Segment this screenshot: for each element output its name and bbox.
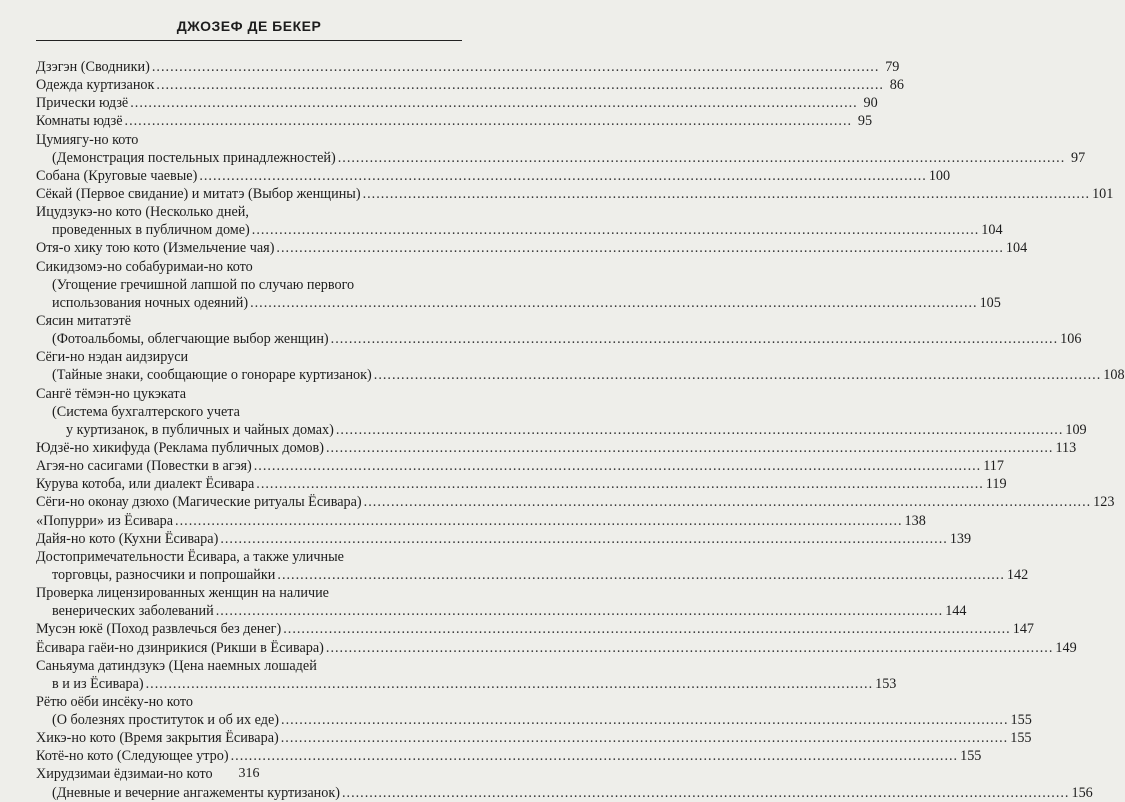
dot-leader: ................................................................................................................................................................: [325, 439, 1054, 456]
toc-entry-title: Дзэгэн (Сводники): [36, 59, 150, 75]
toc-entry: [36, 385, 462, 403]
toc-entry-title: Комнаты юдзё: [36, 113, 123, 130]
dot-leader: ................................................................................................................................................................: [145, 675, 874, 692]
toc-entry-page: 153: [875, 675, 897, 692]
toc-entry: [36, 548, 462, 566]
toc-entry-page: 119: [985, 476, 1007, 493]
toc-entry-page: 100: [928, 167, 951, 184]
header-rule: [36, 40, 462, 41]
toc-entry-title: Дайя-но кото (Кухни Ёсивара): [36, 530, 219, 547]
dot-leader: ................................................................................................................................................................: [325, 639, 1054, 656]
toc-entry-page: 95: [857, 113, 873, 130]
toc-entry-title: Хикэ-но кото (Время закрытия Ёсивара): [36, 730, 279, 747]
toc-entry-title: Достопримечательности Ёсивара, а также уличные: [36, 548, 344, 565]
dot-leader: ................................................................................................................................................................: [199, 167, 927, 184]
dot-leader: ................................................................................................................................................................: [362, 185, 1091, 202]
toc-entry-title: Сёги-но нэдан аидзируси: [36, 349, 189, 366]
toc-entry-title: торговцы, разносчики и попрошайки: [52, 566, 276, 583]
toc-entry-title: Цумиягу-но кото: [36, 131, 139, 148]
table-of-contents: [36, 58, 1125, 802]
toc-entry-page: 117: [983, 458, 1004, 475]
toc-entry-page: 155: [1010, 712, 1032, 729]
toc-entry-title: Ицудзукэ-но кото (Несколько дней,: [36, 204, 249, 221]
toc-entry-page: 113: [1055, 439, 1077, 456]
toc-entry: [36, 675, 897, 693]
toc-entry-page: 109: [1065, 421, 1087, 438]
toc-entry: [36, 403, 462, 421]
toc-entry-page: 142: [1006, 566, 1029, 583]
toc-entry-title: (Фотоальбомы, облегчающие выбор женщин): [52, 331, 329, 348]
toc-entry-title: «Попурри» из Ёсивара: [36, 512, 174, 529]
toc-entry: [36, 366, 1125, 384]
toc-entry: [36, 512, 926, 530]
dot-leader: ................................................................................................................................................................: [363, 494, 1092, 511]
toc-entry: [36, 657, 462, 675]
toc-entry: [36, 747, 982, 765]
toc-entry: [36, 493, 1115, 511]
toc-entry-page: 155: [960, 748, 982, 765]
toc-entry-title: Сёкай (Первое свидание) и митатэ (Выбор женщины): [36, 185, 361, 202]
dot-leader: ................................................................................................................................................................: [215, 603, 944, 620]
toc-entry-title: Одежда куртизанок: [36, 77, 155, 94]
dot-leader: ................................................................................................................................................................: [124, 113, 853, 130]
toc-entry-page: 123: [1093, 494, 1115, 511]
toc-entry: [36, 312, 462, 330]
dot-leader: ................................................................................................................................................................: [220, 530, 948, 547]
toc-entry-title: (Угощение гречишной лапшой по случаю первого: [52, 276, 355, 293]
toc-entry-title: (Демонстрация постельных принадлежностей): [52, 149, 336, 166]
toc-entry-title: в и из Ёсивара): [52, 675, 144, 692]
toc-entry-title: использования ночных одеяний): [52, 294, 249, 311]
toc-entry-page: 90: [863, 95, 878, 112]
dot-leader: ................................................................................................................................................................: [283, 621, 1011, 638]
toc-entry-page: 147: [1012, 621, 1034, 638]
toc-entry: [36, 530, 972, 548]
toc-entry: [36, 620, 1034, 638]
toc-entry-page: 149: [1055, 639, 1077, 656]
toc-entry: [36, 566, 1029, 584]
toc-entry: [36, 185, 1114, 203]
toc-entry: [36, 348, 462, 366]
toc-entry-page: 86: [889, 77, 904, 94]
toc-entry: [36, 784, 1093, 802]
toc-entry-title: Сясин митатэтё: [36, 312, 132, 329]
toc-entry: [36, 112, 873, 130]
toc-entry-page: 144: [945, 603, 967, 620]
toc-entry-page: 156: [1071, 784, 1093, 801]
toc-entry: [36, 149, 1086, 167]
toc-entry-title: Хирудзимаи ёдзимаи-но кото: [36, 766, 213, 783]
toc-entry-title: проведенных в публичном доме): [52, 222, 250, 239]
toc-entry-title: Собана (Круговые чаевые): [36, 167, 198, 184]
toc-entry: [36, 330, 1082, 348]
dot-leader: ................................................................................................................................................................: [251, 222, 980, 239]
toc-entry-title: Агэя-но сасигами (Повестки в агэя): [36, 458, 252, 475]
toc-entry-page: 139: [949, 530, 972, 547]
toc-entry: [36, 602, 967, 620]
toc-entry-page: 101: [1092, 185, 1114, 202]
toc-entry-title: Проверка лицензированных женщин на наличие: [36, 585, 329, 602]
dot-leader: ................................................................................................................................................................: [341, 784, 1070, 801]
toc-entry: [36, 203, 462, 221]
dot-leader: ................................................................................................................................................................: [337, 149, 1066, 166]
toc-entry-page: 106: [1060, 331, 1082, 348]
toc-entry-title: венерических заболеваний: [52, 603, 214, 620]
toc-entry: [36, 167, 951, 185]
toc-entry: [36, 584, 462, 602]
toc-entry-page: 105: [979, 294, 1001, 311]
toc-entry: [36, 457, 1004, 475]
toc-entry: [36, 258, 462, 276]
dot-leader: ................................................................................................................................................................: [256, 476, 984, 493]
toc-entry: [36, 58, 900, 76]
dot-leader: ................................................................................................................................................................: [230, 748, 959, 765]
toc-entry-title: Сикидзомэ-но собабуримаи-но кото: [36, 258, 253, 275]
toc-entry-title: Рётю оёби инсёку-но кото: [36, 693, 193, 710]
toc-entry: [36, 711, 1032, 729]
dot-leader: ................................................................................................................................................................: [280, 730, 1009, 747]
running-header: ДЖОЗЕФ ДЕ БЕКЕР: [176, 18, 322, 34]
toc-entry: [36, 639, 1077, 657]
dot-leader: ................................................................................................................................................................: [250, 294, 978, 311]
dot-leader: ................................................................................................................................................................: [253, 458, 982, 475]
toc-entry-title: (О болезнях проституток и об их еде): [52, 712, 280, 729]
toc-entry-title: Саньяума датиндзукэ (Цена наемных лошадей: [36, 657, 317, 674]
toc-entry-title: (Дневные и вечерние ангажементы куртизанок): [52, 784, 340, 801]
toc-entry: [36, 76, 904, 94]
dot-leader: ................................................................................................................................................................: [276, 240, 1004, 257]
dot-leader: ................................................................................................................................................................: [277, 566, 1005, 583]
toc-entry: [36, 421, 1087, 439]
toc-entry: [36, 221, 1003, 239]
toc-entry: [36, 439, 1077, 457]
toc-entry-title: Прически юдзё: [36, 95, 129, 112]
toc-entry-title: (Тайные знаки, сообщающие о гонораре куртизанок): [52, 367, 372, 384]
toc-entry-title: Сангё тёмэн-но цукэката: [36, 385, 187, 402]
dot-leader: ................................................................................................................................................................: [175, 512, 903, 529]
dot-leader: ................................................................................................................................................................: [335, 421, 1064, 438]
toc-entry: [36, 475, 1007, 493]
page-number: 316: [238, 766, 260, 781]
dot-leader: ................................................................................................................................................................: [130, 95, 858, 112]
dot-leader: ................................................................................................................................................................: [373, 367, 1102, 384]
toc-entry-title: Сёги-но оконау дзюхо (Магические ритуалы Ёсивара): [36, 494, 362, 511]
toc-entry-page: 79: [885, 59, 900, 75]
toc-entry-page: 138: [904, 512, 926, 529]
toc-entry-title: Мусэн юкё (Поход развлечься без денег): [36, 621, 282, 638]
toc-entry: [36, 276, 462, 294]
toc-entry-page: 104: [1005, 240, 1028, 257]
dot-leader: ................................................................................................................................................................: [330, 331, 1059, 348]
toc-entry-title: Котё-но кото (Следующее утро): [36, 748, 229, 765]
dot-leader: ................................................................................................................................................................: [281, 712, 1009, 729]
toc-entry: [36, 693, 462, 711]
toc-entry: [36, 729, 1032, 747]
toc-entry-title: Ёсивара гаёи-но дзинрикися (Рикши в Ёсивара): [36, 639, 324, 656]
toc-entry-title: Курува котоба, или диалект Ёсивара: [36, 476, 255, 493]
dot-leader: ................................................................................................................................................................: [156, 77, 884, 94]
dot-leader: ................................................................................................................................................................: [151, 59, 880, 75]
toc-entry: [36, 294, 1001, 312]
toc-entry-page: 97: [1071, 149, 1086, 166]
toc-entry-title: (Система бухгалтерского учета: [52, 403, 240, 420]
toc-entry-page: 104: [981, 222, 1003, 239]
toc-entry: [36, 239, 1028, 257]
toc-entry-title: Юдзё-но хикифуда (Реклама публичных домов): [36, 439, 324, 456]
toc-entry-page: 108: [1103, 367, 1125, 384]
toc-entry-title: Отя-о хику тою кото (Измельчение чая): [36, 240, 275, 257]
toc-entry-title: у куртизанок, в публичных и чайных домах): [66, 421, 334, 438]
toc-entry: [36, 94, 878, 112]
toc-entry: [36, 131, 462, 149]
toc-entry-page: 155: [1010, 730, 1032, 747]
